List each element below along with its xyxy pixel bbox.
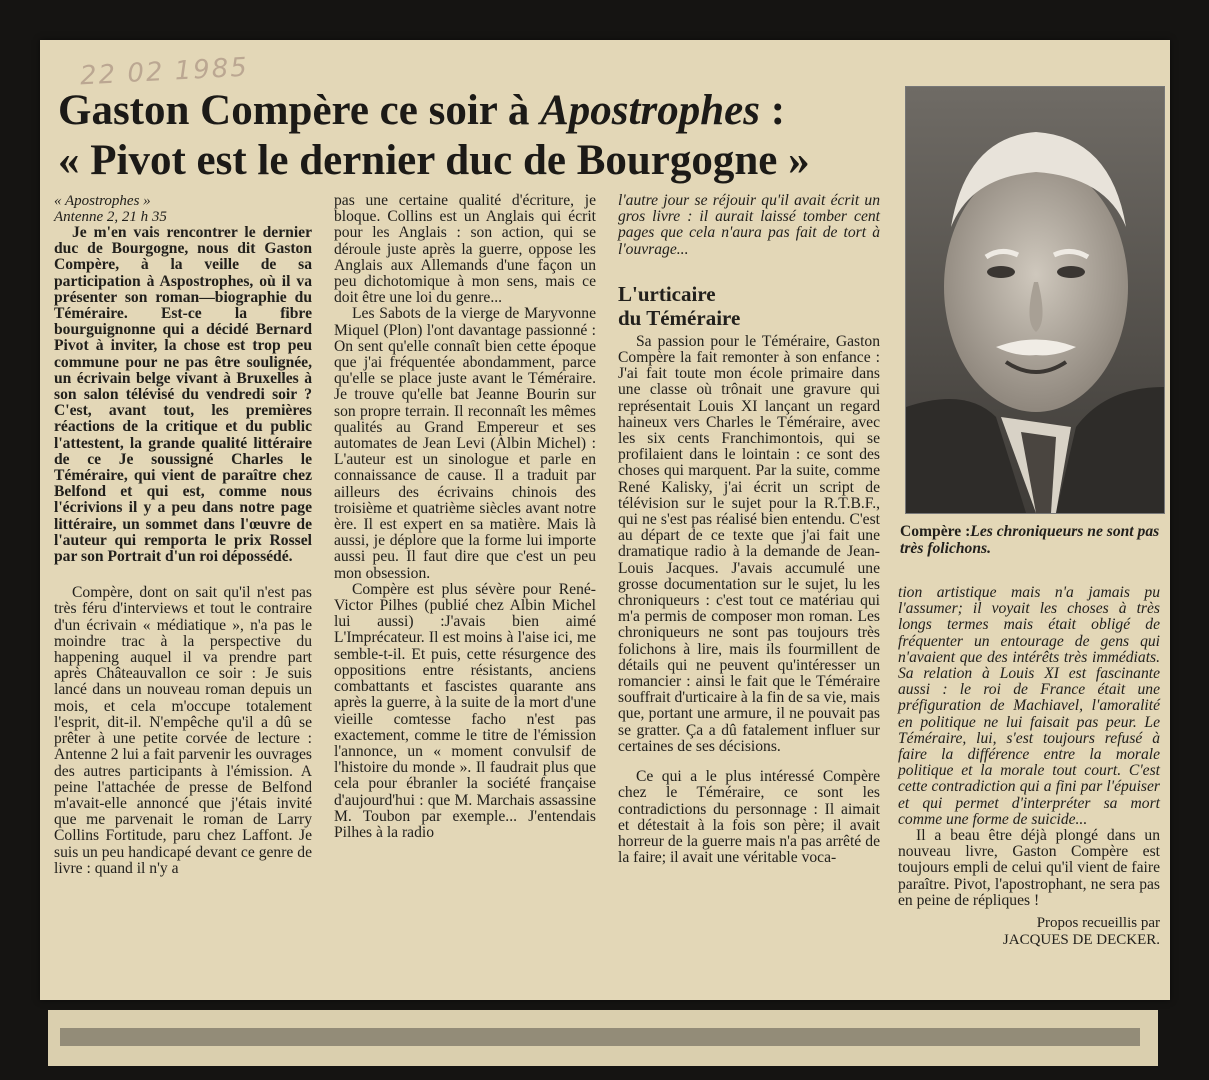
broadcast-info xyxy=(54,193,312,225)
lead-paragraph: Je m'en vais rencontrer le dernier duc de Bourgogne, nous dit Gaston Compère, à la veille de sa participation à Aspostrophes, où il va présenter son roman—biographie du Téméraire. Est-ce la fibre bourguignonne qui a décidé Bernard Pivot à inviter, la chose est trop peu commune pour ne pas être soulignée, un écrivain belge vivant à Bruxelles à son salon télévisé du vendredi soir ? C'est, avant tout, les premières réactions de la critique et du public l'attestent, la grande qualité littéraire de ce Je soussigné Charles le Téméraire, qui vient de paraître chez Belfond et qui est, comme nous l'écrivions il y a peu dans notre page littéraire, un sommet dans l'œuvre de l'auteur qui remporta le prix Rossel par son Portrait d'un roi dépossédé. xyxy=(54,224,312,566)
subheading: L'urticaire du Téméraire xyxy=(618,281,741,330)
caption-text: Les chroniqueurs ne sont pas très folichons. xyxy=(900,523,1160,557)
handwritten-date: 22 02 1985 xyxy=(79,52,250,92)
headline-line1: Gaston Compère ce soir à Apostrophes : xyxy=(58,87,786,134)
column-3 xyxy=(618,193,880,866)
column2-paragraph: pas une certaine qualité d'écriture, je bloque. Collins est un Anglais qui écrit pour les Anglais : son action, qui se déroule juste après la guerre, oppose les Anglais aux Allemands d'une façon un peu dichotomique à mon sens, mais ce doit être une loi du genre... xyxy=(334,192,596,307)
column-1 xyxy=(54,193,312,877)
broadcast-show: « Apostrophes » xyxy=(54,193,151,209)
author-portrait-photo xyxy=(905,86,1165,514)
headline-line2: « Pivot est le dernier duc de Bourgogne » xyxy=(58,137,810,184)
column-4 xyxy=(898,585,1160,949)
photo-caption xyxy=(900,523,1162,557)
byline: Propos recueillis par JACQUES DE DECKER. xyxy=(1002,915,1160,949)
caption-name: Compère : xyxy=(900,523,971,540)
column2-paragraph: Les Sabots de la vierge de Maryvonne Miquel (Plon) l'ont davantage passionné : On sent qu'elle connaît bien cette époque que j'ai fréquentée abondamment, parce qu'elle se place juste avant le Téméraire. Je trouve qu'elle bat Jeanne Bourin sur son propre terrain. Il reconnaît les mêmes qualités au Grand Empereur et ses automates de Jean Levi (Albin Michel) : L'auteur est un sinologue et parle en connaissance de cause. Il a traduit par ailleurs des écrivains chinois des troisième et quatrième siècles avant notre ère. Il est expert en sa matière. Mais là aussi, je déplore que la forme lui importe aussi peu. Il faut dire que c'est un peu mon obsession. xyxy=(334,305,596,582)
column1-paragraph: Compère, dont on sait qu'il n'est pas très féru d'interviews et tout le contraire d'un écrivain « médiatique », n'a pas le moindre trac à la perspective du happening auquel il va prendre part après Châteauvallon ce soir : Je suis lancé dans un nouveau roman depuis un mois, et cela m'occupe totalement l'esprit, dit-il. N'empêche qu'il a dû se prêter à une petite corvée de lecture : Antenne 2 lui a fait parvenir les ouvrages des autres participants à l'émission. A peine l'attachée de presse de Belfond m'avait-elle annoncé que j'étais invité que me parvenait le roman de Larry Collins Fortitude, paru chez Laffont. Je suis un peu handicapé devant ce genre de livre : quand il n'y a xyxy=(54,584,312,877)
portrait-image xyxy=(906,87,1164,513)
clipping-strip-shadow xyxy=(60,1028,1140,1046)
column3-paragraph: Ce qui a le plus intéressé Compère chez le Téméraire, ce sont les contradictions du personnage : Il aimait et détestait à la fois son père; il avait horreur de la guerre mais n'a pas arrêté de la faire; il avait une véritable voca- xyxy=(618,768,880,867)
column4-paragraph: tion artistique mais n'a jamais pu l'assumer; il voyait les choses à très longs termes mais était obligé de fréquenter un entourage de gens qui n'avaient que des intérêts très immédiats. Sa relation à Louis XI est fascinante aussi : le roi de France était une préfiguration de Machiavel, l'amoralité en politique ne lui faisait pas peur. Le Téméraire, lui, s'est toujours refusé à faire la différence entre la morale politique et la morale tout court. C'est cette contradiction qui a fini par l'épuiser et qui permet d'interpréter sa mort comme une forme de suicide... xyxy=(898,584,1160,828)
column-2 xyxy=(334,193,596,841)
headline xyxy=(58,86,888,186)
column3-top-paragraph: l'autre jour se réjouir qu'il avait écrit un gros livre : il aurait laissé tomber cent pages que cela n'aura pas fait de tort à l'ouvrage... xyxy=(618,192,880,258)
column2-paragraph: Compère est plus sévère pour René-Victor Pilhes (publié chez Albin Michel lui aussi) :J'avais bien aimé L'Imprécateur. Il est moins à l'aise ici, me semble-t-il. Et puis, cette résurgence des oppositions entre résistants, anciens combattants et fascistes quarante ans après la guerre, à la suite de la mort d'une vieille comtesse facho n'est pas exactement, comme le titre de l'émission l'annonce, un « moment convulsif de l'histoire du monde ». Il faudrait plus que cela pour ébranler la société française d'aujourd'hui : que M. Marchais assassine M. Toubon par exemple... J'entendais Pilhes à la radio xyxy=(334,580,596,841)
show-title: Apostrophes xyxy=(540,87,760,134)
broadcast-channel-time: Antenne 2, 21 h 35 xyxy=(54,209,167,225)
column4-paragraph: Il a beau être déjà plongé dans un nouveau livre, Gaston Compère est toujours empli de celui qu'il vient de faire paraître. Pivot, l'apostrophant, ne sera pas en peine de répliques ! xyxy=(898,827,1160,909)
column3-paragraph: Sa passion pour le Téméraire, Gaston Compère la fait remonter à son enfance : J'ai fait toute mon école primaire dans une classe où trônait une gravure qui représentait Louis XI lançant un regard haineux vers Charles le Téméraire, avec les six cents Franchimontois, qui se profilaient dans le lointain : ce sont des choses qui marquent. Par la suite, comme René Kalisky, j'ai écrit un script de télévision sur le sujet pour la R.T.B.F., qui ne s'est pas réalisé bien entendu. C'est au départ de ce texte que j'ai fait une dramatique radio à la demande de Jean-Louis Jacques. J'avais accumulé une grosse documentation sur le sujet, lu les chroniqueurs : c'est tout ce matériau qui m'a permis de composer mon roman. Les chroniqueurs ne sont pas toujours très folichons à lire, mais ils fourmillent de détails qui ne peuvent qu'intéresser un romancier : ainsi le fait que le Téméraire souffrait d'urticaire à la fin de sa vie, mais que, portant une armure, il ne pouvait pas se gratter. Ça a dû fatalement influer sur certaines de ses décisions. xyxy=(618,332,880,755)
